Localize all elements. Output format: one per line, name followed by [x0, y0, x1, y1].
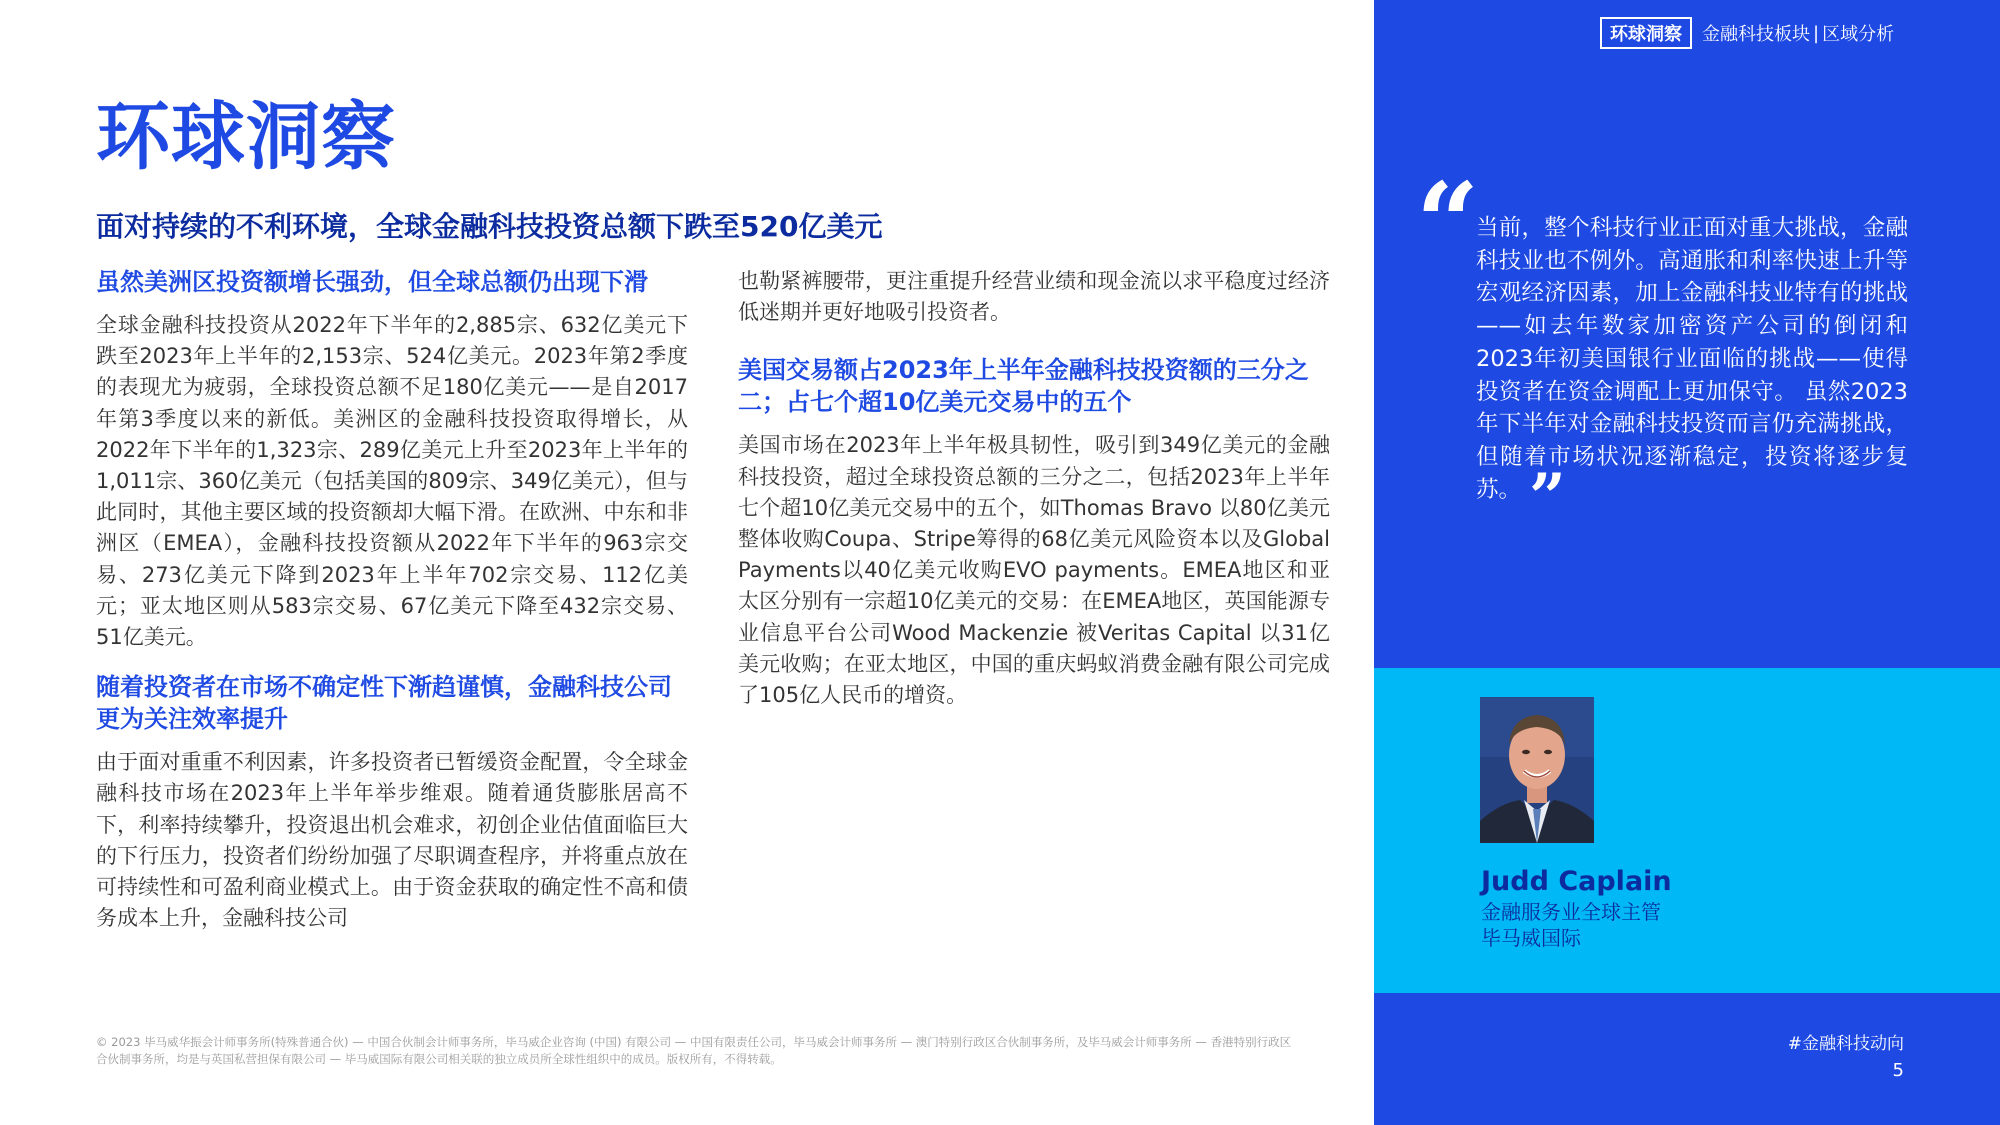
nav-separator: |	[1813, 22, 1820, 44]
section-heading-efficiency: 随着投资者在市场不确定性下渐趋谨慎，金融科技公司更为关注效率提升	[96, 673, 672, 734]
text-column-left	[96, 266, 688, 952]
nav-link-regional-analysis[interactable]: 区域分析	[1822, 24, 1895, 45]
section-body-efficiency: 由于面对重重不利因素，许多投资者已暂缓资金配置，令全球金融科技市场在2023年上半年举步维艰。随着通货膨胀居高不下，利率持续攀升，投资退出机会难求，初创企业估值面临巨大的下行压力，投资者们纷纷加强了尽职调查程序，并将重点放在可持续性和可盈利商业模式上。由于资金获取的确定性不高和债务成本上升，金融科技公司	[96, 750, 688, 931]
text-column-right	[738, 266, 1330, 737]
legal-disclaimer: © 2023 毕马威华振会计师事务所(特殊普通合伙) — 中国合伙制会计师事务所，毕马威企业咨询 (中国) 有限公司 — 中国有限责任公司，毕马威会计师事务所 — 澳门特别行政区合伙制事务所，及毕马威会计师事务所 — 香港特别行政区合伙制事务所，均是与英国私营担保有限公司 — 毕马威国际有限公司相关联的独立成员所全球性组织中的成员。版权所有，不得转载。	[96, 1035, 1292, 1066]
person-panel	[1374, 668, 2000, 993]
person-photo-illustration	[1480, 697, 1594, 843]
person-organization: 毕马威国际	[1481, 926, 1581, 950]
hashtag-link[interactable]: #金融科技动向	[1787, 1034, 1904, 1054]
person-name: Judd Caplain	[1481, 866, 1672, 897]
page-title: 环球洞察	[96, 94, 396, 180]
quote-close-icon: ”	[1529, 459, 1566, 535]
section-heading-us-deals: 美国交易额占2023年上半年金融科技投资额的三分之二；占七个超10亿美元交易中的五个	[738, 356, 1309, 417]
section-heading-americas: 虽然美洲区投资额增长强劲，但全球总额仍出现下滑	[96, 268, 648, 296]
nav-link-fintech-sector[interactable]: 金融科技板块	[1702, 24, 1810, 45]
header-breadcrumb	[1600, 20, 1894, 46]
section-body-us-deals: 美国市场在2023年上半年极具韧性，吸引到349亿美元的金融科技投资，超过全球投资总额的三分之二，包括2023年上半年七个超10亿美元交易中的五个，如Thomas Bravo 以80亿美元整体收购Coupa、Stripe筹得的68亿美元风险资本以及Global Payments以40亿美元收购EVO payments。EMEA地区和亚太区分别有一宗超10亿美元的交易：在EMEA地区，英国能源专业信息平台公司Wood Mackenzie 被Veritas Capital 以31亿美元收购；在亚太地区，中国的重庆蚂蚁消费金融有限公司完成了105亿人民币的增资。	[738, 433, 1330, 708]
quote-open-icon: “	[1416, 158, 1480, 287]
footer-panel	[1374, 993, 2000, 1125]
section-badge[interactable]: 环球洞察	[1600, 17, 1692, 49]
person-role: 金融服务业全球主管	[1481, 900, 1661, 924]
page-subtitle: 面对持续的不利环境，全球金融科技投资总额下跌至520亿美元	[96, 210, 883, 243]
person-photo	[1480, 697, 1594, 843]
pull-quote-text: 当前，整个科技行业正面对重大挑战，金融科技业也不例外。高通胀和利率快速上升等宏观经济因素，加上金融科技业特有的挑战——如去年数家加密资产公司的倒闭和2023年初美国银行业面临的挑战——使得投资者在资金调配上更加保守。 虽然2023年下半年对金融科技投资而言仍充满挑战，但随着市场状况逐渐稳定，投资将逐步复苏。	[1476, 215, 1908, 503]
section-body-americas: 全球金融科技投资从2022年下半年的2,885宗、632亿美元下跌至2023年上半年的2,153宗、524亿美元。2023年第2季度的表现尤为疲弱，全球投资总额不足180亿美元——是自2017年第3季度以来的新低。美洲区的金融科技投资取得增长，从2022年下半年的1,323宗、289亿美元上升至2023年上半年的1,011宗、360亿美元（包括美国的809宗、349亿美元），但与此同时，其他主要区域的投资额却大幅下滑。在欧洲、中东和非洲区（EMEA），金融科技投资额从2022年下半年的963宗交易、273亿美元下降到2023年上半年702宗交易、112亿美元；亚太地区则从583宗交易、67亿美元下降至432宗交易、51亿美元。	[96, 313, 688, 650]
section-body-efficiency-continued: 也勒紧裤腰带，更注重提升经营业绩和现金流以求平稳度过经济低迷期并更好地吸引投资者。	[738, 269, 1330, 325]
pull-quote	[1476, 212, 1908, 535]
page-number: 5	[1892, 1060, 1904, 1081]
